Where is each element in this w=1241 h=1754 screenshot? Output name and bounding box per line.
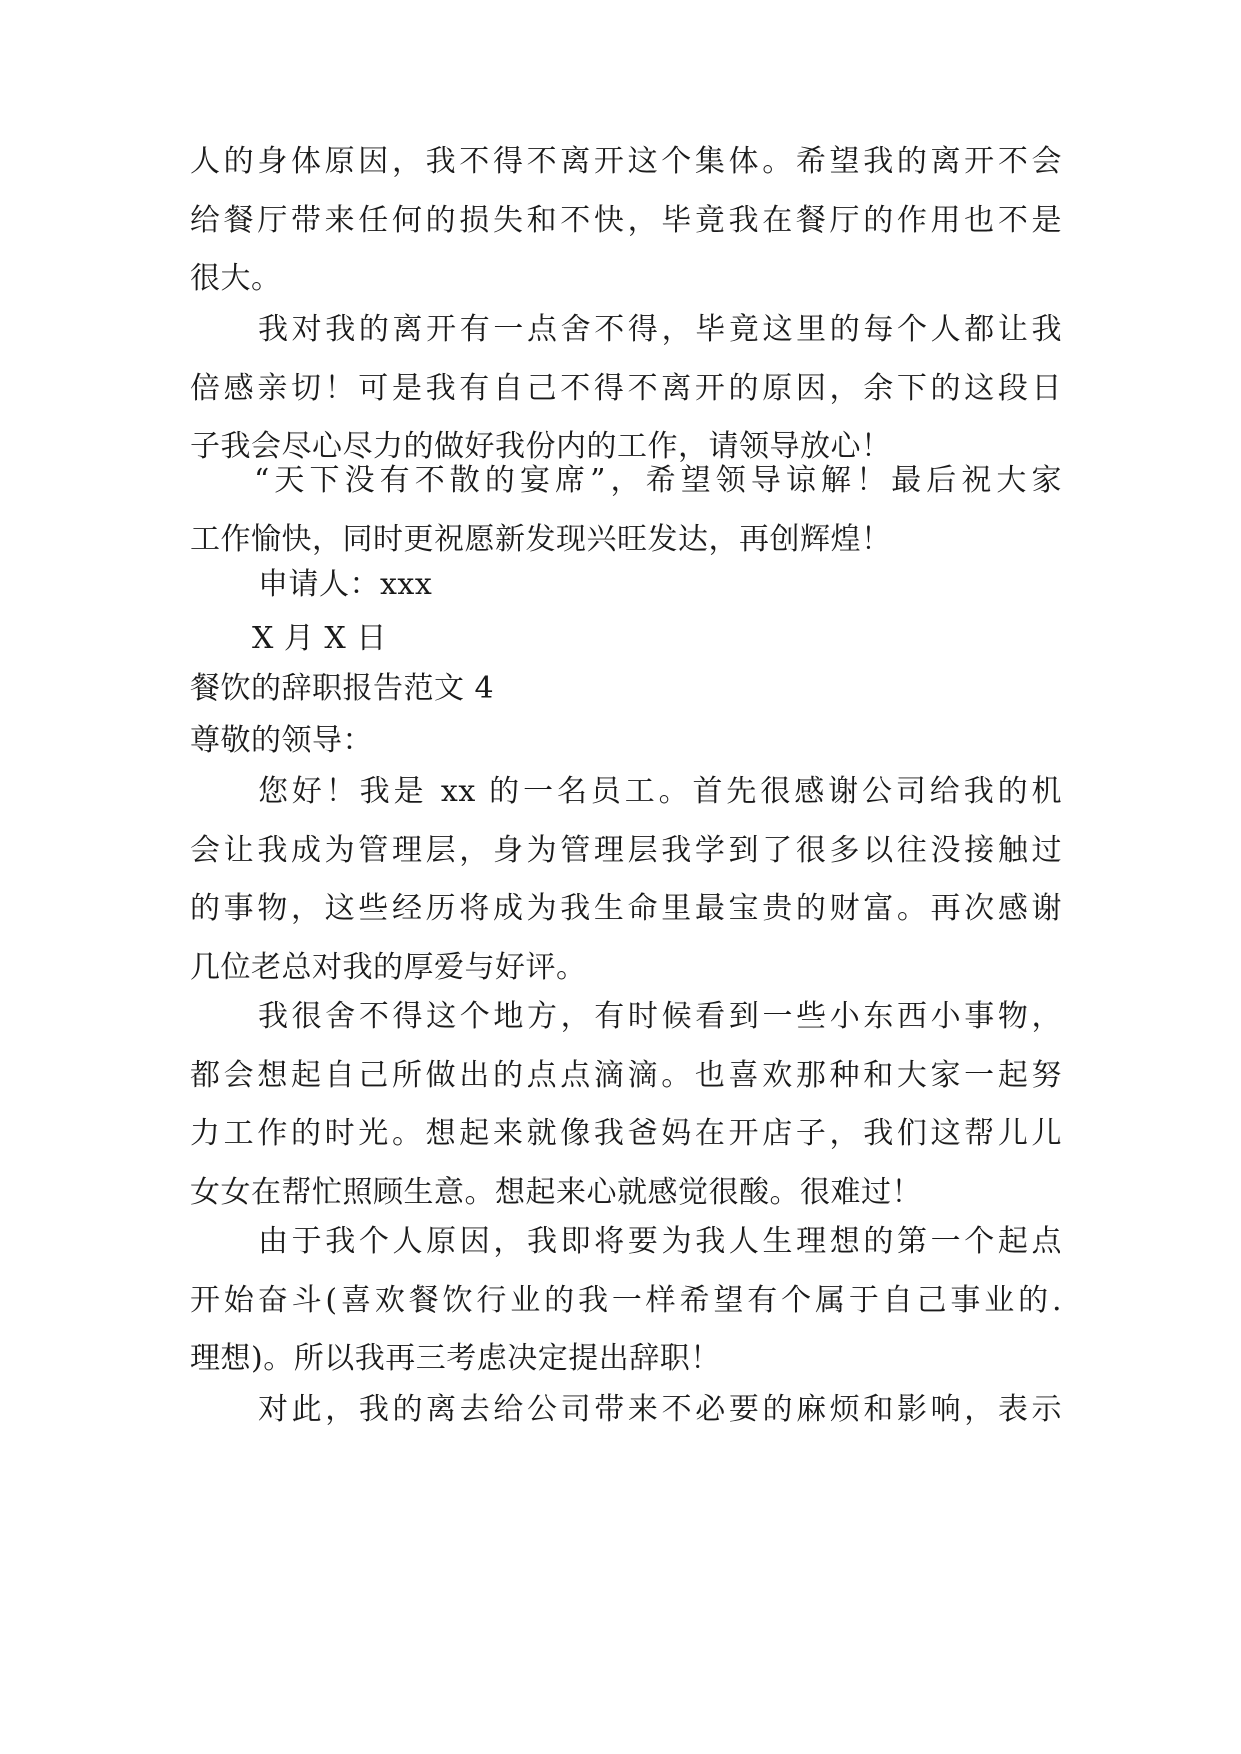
salutation [190,712,1062,771]
text-line: 会让我成为管理层，身为管理层我学到了很多以往没接触过 [190,832,1062,868]
text-line: 对此，我的离去给公司带来不必要的麻烦和影响，表示 [258,1392,1062,1427]
text-line: 由于我个人原因，我即将要为我人生理想的第一个起点 [258,1224,1062,1259]
paragraph-6 [190,1213,1062,1389]
text-line: 我很舍不得这个地方，有时候看到一些小东西小事物， [258,999,1062,1034]
text-line: 的事物，这些经历将成为我生命里最宝贵的财富。再次感谢 [190,891,1062,926]
applicant-signature: 申请人：xxx [258,567,433,602]
text-line: 子我会尽心尽力的做好我份内的工作，请领导放心！ [190,429,892,464]
text-line: “天下没有不散的宴席”，希望领导谅解！最后祝大家 [254,463,1062,498]
paragraph-7 [190,1381,1062,1440]
text-line: 我对我的离开有一点舍不得，毕竟这里的每个人都让我 [258,312,1062,347]
text-line: 倍感亲切！可是我有自己不得不离开的原因，余下的这段日 [190,370,1062,406]
text-line: 给餐厅带来任何的损失和不快，毕竟我在餐厅的作用也不是 [190,202,1062,238]
paragraph-4 [190,763,1062,997]
section-heading: 餐饮的辞职报告范文 4 [190,671,495,706]
text-line: 理想)。所以我再三考虑决定提出辞职！ [190,1341,721,1376]
section-title [190,660,1062,719]
text-line: 开始奋斗(喜欢餐饮行业的我一样希望有个属于自己事业的. [190,1282,1062,1318]
text-line: 女女在帮忙照顾生意。想起来心就感觉很酸。很难过！ [190,1174,922,1210]
applicant-line [190,556,1062,615]
text-line: 力工作的时光。想起来就像我爸妈在开店子，我们这帮儿儿 [190,1116,1062,1151]
paragraph-2 [190,301,1062,477]
text-line: 人的身体原因，我不得不离开这个集体。希望我的离开不会 [190,144,1062,179]
text-line: 几位老总对我的厚爱与好评。 [190,949,587,985]
paragraph-1 [190,133,1062,309]
text-line: 很大。 [190,261,282,296]
text-line: 工作愉快，同时更祝愿新发现兴旺发达，再创辉煌！ [190,521,892,557]
paragraph-3 [190,452,1062,569]
date-text: X 月 X 日 [252,621,387,656]
text-line: 您好！我是 xx 的一名员工。首先很感谢公司给我的机 [258,774,1062,809]
paragraph-5 [190,988,1062,1222]
text-line: 都会想起自己所做出的点点滴滴。也喜欢那种和大家一起努 [190,1057,1062,1093]
salutation-text: 尊敬的领导： [190,723,373,758]
